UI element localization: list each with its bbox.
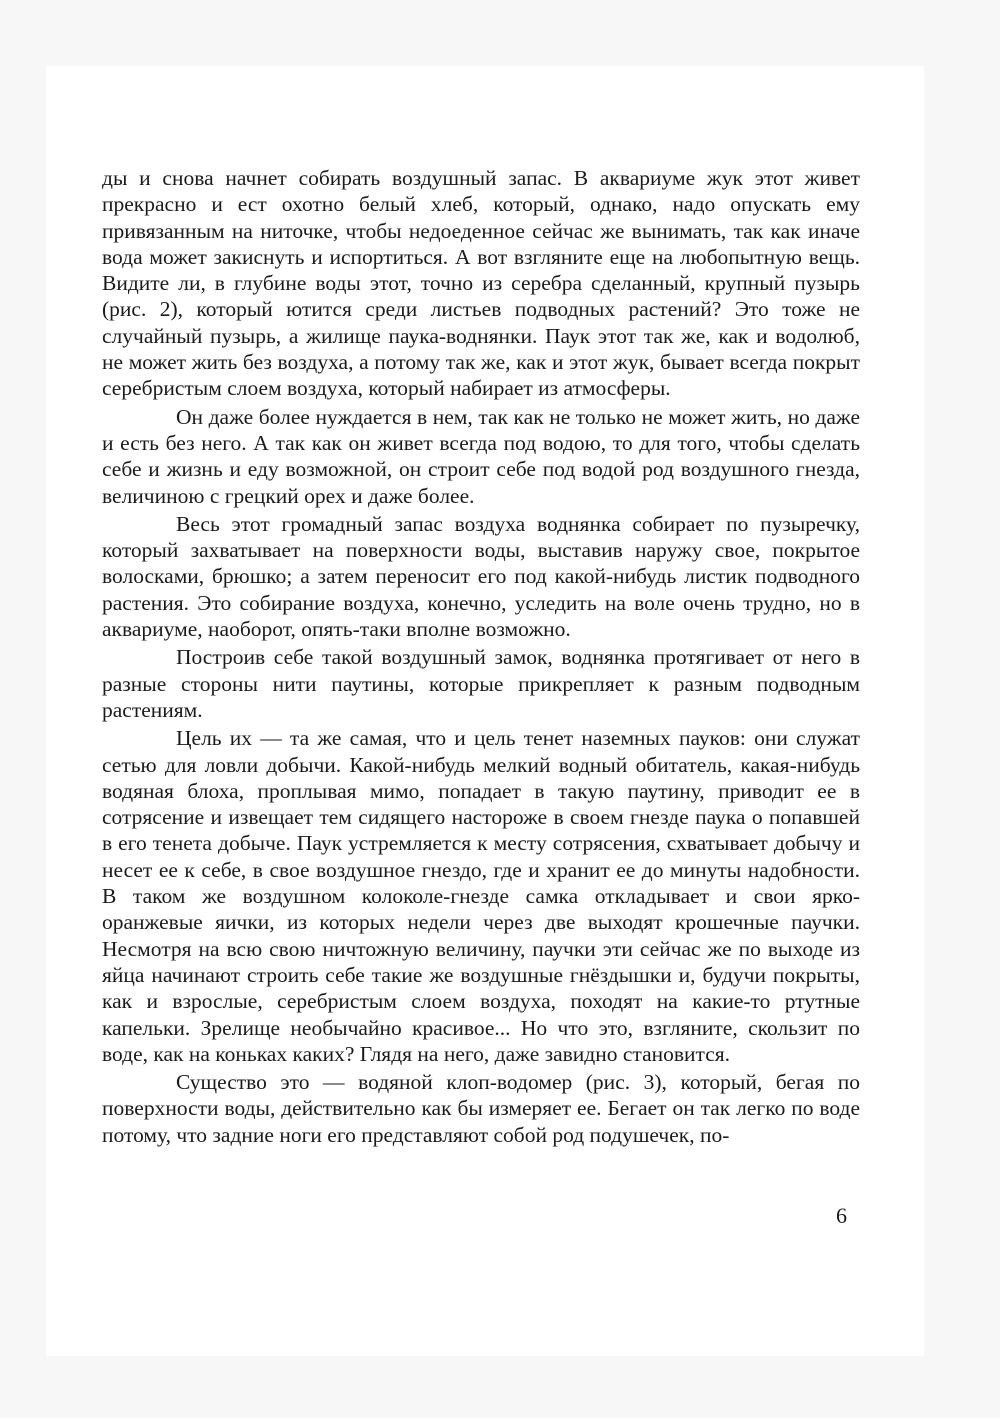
paragraph-2: Он даже более нуждается в нем, так как не только не может жить, но даже и есть без него. А так как он живет всегда под водою, то для того, чтобы сделать себе и жизнь и еду возможной, он строит себе под водой род воздушного гнезда, величиною с грецкий орех и даже более. (102, 404, 860, 508)
page-number: 6 (836, 1203, 847, 1228)
paragraph-1: ды и снова начнет собирать воздушный запас. В аквариуме жук этот живет прекрасно и ест охотно белый хлеб, который, однако, надо опускать ему привязанным на ниточке, чтобы недоеденное сейчас же вынимать, так как иначе вода может закиснуть и испортиться. А вот взгляните еще на любопытную вещь. Видите ли, в глубине воды этот, точно из серебра сделанный, крупный пузырь (рис. 2), который ютится среди листьев подводных растений? Это тоже не случайный пузырь, а жилище паука-воднянки. Паук этот так же, как и водолюб, не может жить без воздуха, а потому так же, как и этот жук, бывает всегда покрыт серебристым слоем воздуха, который набирает из атмосферы. (102, 166, 860, 401)
paragraph-6: Существо это — водяной клоп-водомер (рис. 3), который, бегая по поверхности воды, действительно как бы измеряет ее. Бегает он так легко по воде потому, что задние ноги его представляют собой род подушечек, по- (102, 1070, 860, 1147)
body-text (102, 165, 860, 1150)
paragraph-3: Весь этот громадный запас воздуха воднянка собирает по пузыречку, который захватывает на поверхности воды, выставив наружу свое, покрытое волосками, брюшко; а затем переносит его под какой-нибудь листик подводного растения. Это собирание воздуха, конечно, уследить на воле очень трудно, но в аквариуме, наоборот, опять-таки вполне возможно. (102, 511, 860, 642)
paragraph-5: Цель их — та же самая, что и цель тенет наземных пауков: они служат сетью для ловли добычи. Какой-нибудь мелкий водный обитатель, какая-нибудь водяная блоха, проплывая мимо, попадает в такую паутину, приводит ее в сотрясение и извещает тем сидящего настороже в своем гнезде паука о попавшей в его тенета добыче. Паук устремляется к месту сотрясения, схватывает добычу и несет ее к себе, в свое воздушное гнездо, где и хранит ее до минуты надобности. В таком же воздушном колоколе-гнезде самка откладывает и свои ярко-оранжевые яички, из которых недели через две выходят крошечные паучки. Несмотря на всю свою ничтожную величину, паучки эти сейчас же по выходе из яйца начинают строить себе такие же воздушные гнёздышки и, будучи покрыты, как и взрослые, серебристым слоем воздуха, походят на какие-то ртутные капельки. Зрелище необычайно красивое... Но что это, взгляните, скользит по воде, как на коньках каких? Глядя на него, даже завидно становится. (102, 726, 860, 1066)
paragraph-4: Построив себе такой воздушный замок, воднянка протягивает от него в разные стороны нити паутины, которые прикрепляет к разным подводным растениям. (102, 645, 860, 722)
